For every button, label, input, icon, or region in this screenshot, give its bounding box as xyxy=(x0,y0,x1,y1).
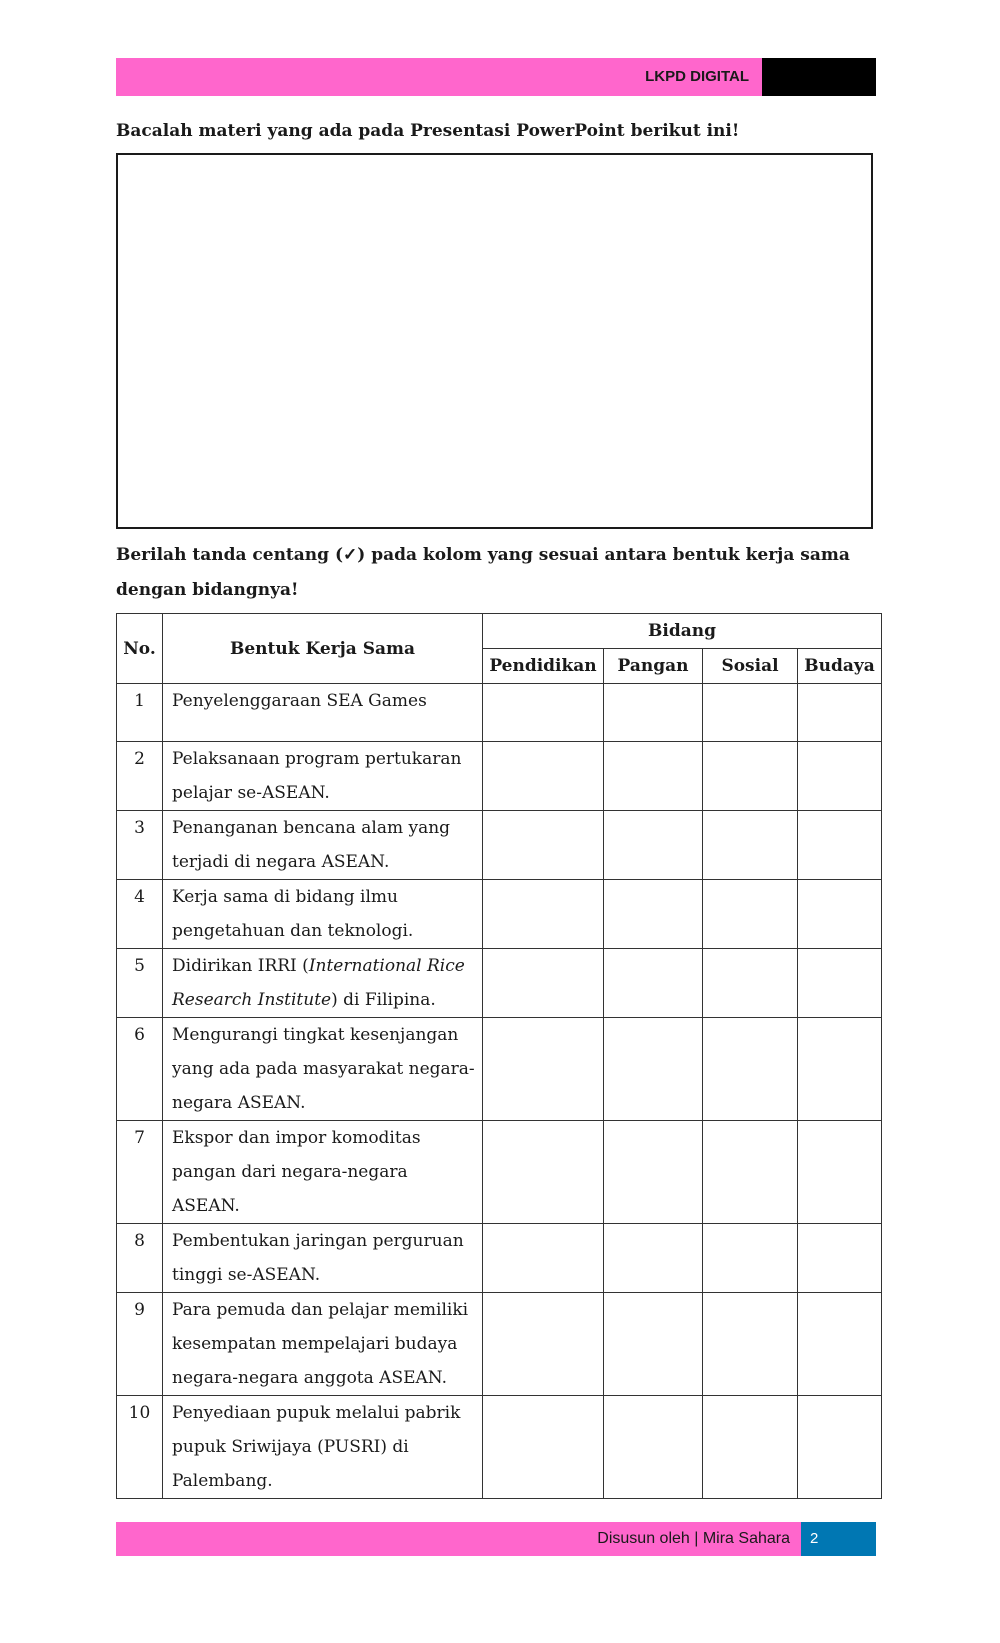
row-number: 9 xyxy=(117,1293,163,1396)
row-description: Mengurangi tingkat kesenjangan yang ada pada masyarakat negara-negara ASEAN. xyxy=(163,1018,483,1121)
header-pangan: Pangan xyxy=(604,649,703,684)
check-cell-sosial[interactable] xyxy=(703,1293,798,1396)
check-cell-pendidikan[interactable] xyxy=(483,1224,604,1293)
check-cell-budaya[interactable] xyxy=(798,1121,882,1224)
table-row xyxy=(117,880,882,949)
row-text-italic: International Rice Research Institute xyxy=(172,956,465,1010)
check-cell-sosial[interactable] xyxy=(703,1224,798,1293)
check-cell-pangan[interactable] xyxy=(604,1396,703,1499)
check-cell-pendidikan[interactable] xyxy=(483,811,604,880)
check-cell-sosial[interactable] xyxy=(703,684,798,742)
header-sosial: Sosial xyxy=(703,649,798,684)
check-cell-pendidikan[interactable] xyxy=(483,1018,604,1121)
check-cell-pendidikan[interactable] xyxy=(483,684,604,742)
table-row xyxy=(117,684,882,742)
header-dark-block xyxy=(762,58,876,96)
check-cell-pendidikan[interactable] xyxy=(483,880,604,949)
check-cell-pendidikan[interactable] xyxy=(483,1293,604,1396)
check-cell-sosial[interactable] xyxy=(703,1121,798,1224)
table-row xyxy=(117,949,882,1018)
row-description: Pembentukan jaringan perguruan tinggi se-ASEAN. xyxy=(163,1224,483,1293)
check-cell-pangan[interactable] xyxy=(604,1018,703,1121)
instruction-read-material: Bacalah materi yang ada pada Presentasi PowerPoint berikut ini! xyxy=(116,121,740,141)
check-cell-budaya[interactable] xyxy=(798,880,882,949)
row-number: 10 xyxy=(117,1396,163,1499)
header-no: No. xyxy=(117,614,163,684)
footer-author: Disusun oleh | Mira Sahara xyxy=(597,1530,790,1547)
check-cell-budaya[interactable] xyxy=(798,742,882,811)
powerpoint-embed-frame[interactable] xyxy=(116,153,873,529)
check-cell-sosial[interactable] xyxy=(703,949,798,1018)
check-cell-pangan[interactable] xyxy=(604,880,703,949)
row-description: Ekspor dan impor komoditas pangan dari negara-negara ASEAN. xyxy=(163,1121,483,1224)
header-bidang: Bidang xyxy=(483,614,882,649)
table-row xyxy=(117,1121,882,1224)
table-row xyxy=(117,1396,882,1499)
row-description: Pelaksanaan program pertukaran pelajar se-ASEAN. xyxy=(163,742,483,811)
check-cell-budaya[interactable] xyxy=(798,1018,882,1121)
check-cell-pangan[interactable] xyxy=(604,1293,703,1396)
table-row xyxy=(117,742,882,811)
header-form: Bentuk Kerja Sama xyxy=(163,614,483,684)
check-cell-sosial[interactable] xyxy=(703,880,798,949)
row-number: 8 xyxy=(117,1224,163,1293)
check-cell-pangan[interactable] xyxy=(604,684,703,742)
row-number: 3 xyxy=(117,811,163,880)
row-number: 4 xyxy=(117,880,163,949)
row-description: Penyelenggaraan SEA Games xyxy=(163,684,483,742)
row-number: 6 xyxy=(117,1018,163,1121)
page-number: 2 xyxy=(801,1522,876,1556)
table-row xyxy=(117,1018,882,1121)
row-description: Penyediaan pupuk melalui pabrik pupuk Sriwijaya (PUSRI) di Palembang. xyxy=(163,1396,483,1499)
table-row xyxy=(117,1224,882,1293)
check-cell-pendidikan[interactable] xyxy=(483,1396,604,1499)
row-description: Para pemuda dan pelajar memiliki kesempatan mempelajari budaya negara-negara anggota ASEAN. xyxy=(163,1293,483,1396)
table-row xyxy=(117,1293,882,1396)
check-cell-sosial[interactable] xyxy=(703,742,798,811)
check-cell-pangan[interactable] xyxy=(604,742,703,811)
check-cell-sosial[interactable] xyxy=(703,1018,798,1121)
check-cell-budaya[interactable] xyxy=(798,811,882,880)
check-cell-budaya[interactable] xyxy=(798,949,882,1018)
check-cell-budaya[interactable] xyxy=(798,1293,882,1396)
check-cell-pangan[interactable] xyxy=(604,1121,703,1224)
check-cell-pangan[interactable] xyxy=(604,1224,703,1293)
row-number: 5 xyxy=(117,949,163,1018)
check-cell-budaya[interactable] xyxy=(798,1396,882,1499)
header-pendidikan: Pendidikan xyxy=(483,649,604,684)
check-cell-pangan[interactable] xyxy=(604,811,703,880)
check-cell-budaya[interactable] xyxy=(798,1224,882,1293)
cooperation-table xyxy=(116,613,882,1499)
check-cell-pangan[interactable] xyxy=(604,949,703,1018)
row-description: Kerja sama di bidang ilmu pengetahuan dan teknologi. xyxy=(163,880,483,949)
header-budaya: Budaya xyxy=(798,649,882,684)
check-cell-sosial[interactable] xyxy=(703,811,798,880)
row-number: 1 xyxy=(117,684,163,742)
row-number: 7 xyxy=(117,1121,163,1224)
check-cell-pendidikan[interactable] xyxy=(483,742,604,811)
check-cell-pendidikan[interactable] xyxy=(483,1121,604,1224)
check-cell-sosial[interactable] xyxy=(703,1396,798,1499)
instruction-check-table: Berilah tanda centang (✓) pada kolom yang sesuai antara bentuk kerja sama dengan bidangnya! xyxy=(116,545,850,600)
row-description xyxy=(163,949,483,1018)
row-number: 2 xyxy=(117,742,163,811)
header-title: LKPD DIGITAL xyxy=(645,68,749,85)
row-text-after: ) di Filipina. xyxy=(331,990,436,1010)
row-description: Penanganan bencana alam yang terjadi di negara ASEAN. xyxy=(163,811,483,880)
row-text-before: Didirikan IRRI ( xyxy=(172,956,309,976)
check-cell-pendidikan[interactable] xyxy=(483,949,604,1018)
check-cell-budaya[interactable] xyxy=(798,684,882,742)
table-row xyxy=(117,811,882,880)
